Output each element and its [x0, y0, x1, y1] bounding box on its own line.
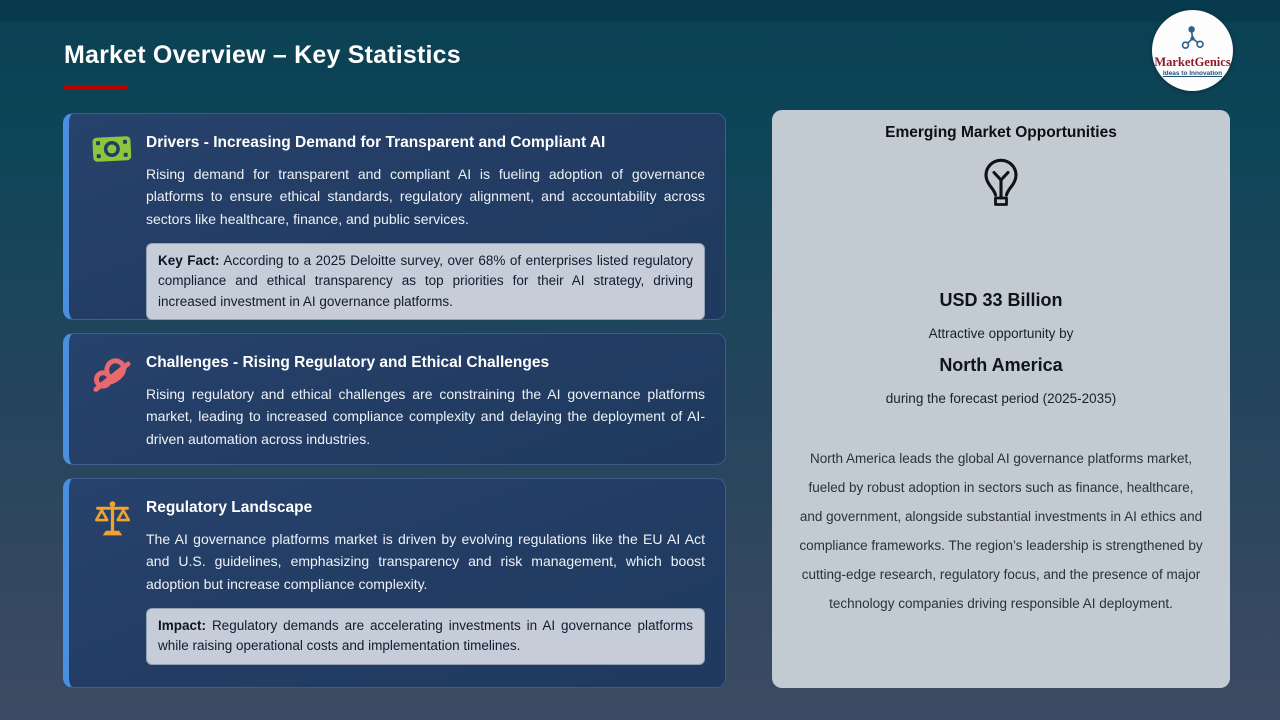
key-fact-box: [146, 243, 705, 320]
regulatory-card: [63, 478, 726, 688]
header-band: [0, 0, 1280, 22]
opportunity-period: during the forecast period (2025-2035): [885, 391, 1117, 406]
link-slash-icon: [92, 355, 132, 400]
impact-label: Impact:: [158, 618, 207, 634]
opportunity-description: North America leads the global AI governance platforms market, fueled by robust adoption in sectors such as finance, healthcare, and government, alongside substantial investments in AI ethics and compliance frameworks. The region’s leadership is strengthened by cutting-edge research, regulatory focus, and the presence of major technology companies driving responsible AI deployment.: [799, 451, 1203, 612]
logo-tagline: Ideas to Innovation: [1162, 70, 1223, 78]
key-fact-label: Key Fact:: [158, 253, 220, 269]
key-fact-text: According to a 2025 Deloitte survey, over 68% of enterprises listed regulatory compliance and ethical transparency as top priorities for their AI strategy, driving increased investment in AI governance platforms.: [158, 253, 693, 309]
title-accent-rule: [64, 85, 127, 89]
opportunity-value: USD 33 Billion: [939, 290, 1063, 310]
banknote-icon: [91, 134, 133, 169]
challenges-card-title: Challenges - Rising Regulatory and Ethical Challenges: [146, 354, 550, 371]
lightbulb-icon: [796, 157, 1206, 220]
opportunity-subtitle: Attractive opportunity by: [928, 326, 1074, 341]
scales-icon: [92, 500, 133, 543]
logo-name: MarketGenics: [1154, 54, 1231, 69]
page-title: Market Overview – Key Statistics: [64, 41, 461, 69]
opportunity-region: North America: [939, 355, 1063, 375]
impact-text: Regulatory demands are accelerating investments in AI governance platforms while raising operational costs and implementation timelines.: [158, 618, 693, 654]
challenges-card-body: Rising regulatory and ethical challenges are constraining the AI governance platforms market, leading to increased compliance complexity and delaying the deployment of AI-driven automation across industries.: [146, 386, 705, 447]
left-card-column: [63, 113, 726, 688]
molecule-icon: [1179, 24, 1206, 56]
drivers-card-title: Drivers - Increasing Demand for Transparent and Compliant AI: [146, 134, 606, 151]
opportunity-panel-title: Emerging Market Opportunities: [885, 124, 1117, 141]
regulatory-card-title: Regulatory Landscape: [146, 499, 313, 516]
drivers-card-body: Rising demand for transparent and compliant AI is fueling adoption of governance platforms to ensure ethical standards, regulatory alignment, and accountability across sectors like healthcare, finance, and public services.: [146, 166, 705, 227]
opportunity-panel: [772, 110, 1230, 688]
impact-box: [146, 608, 705, 665]
marketgenics-logo: [1152, 10, 1233, 91]
regulatory-card-body: The AI governance platforms market is driven by evolving regulations like the EU AI Act and U.S. guidelines, emphasizing transparency and risk management, which boost adoption but increase compliance complexity.: [146, 531, 705, 592]
drivers-card: [63, 113, 726, 320]
challenges-card: [63, 333, 726, 465]
